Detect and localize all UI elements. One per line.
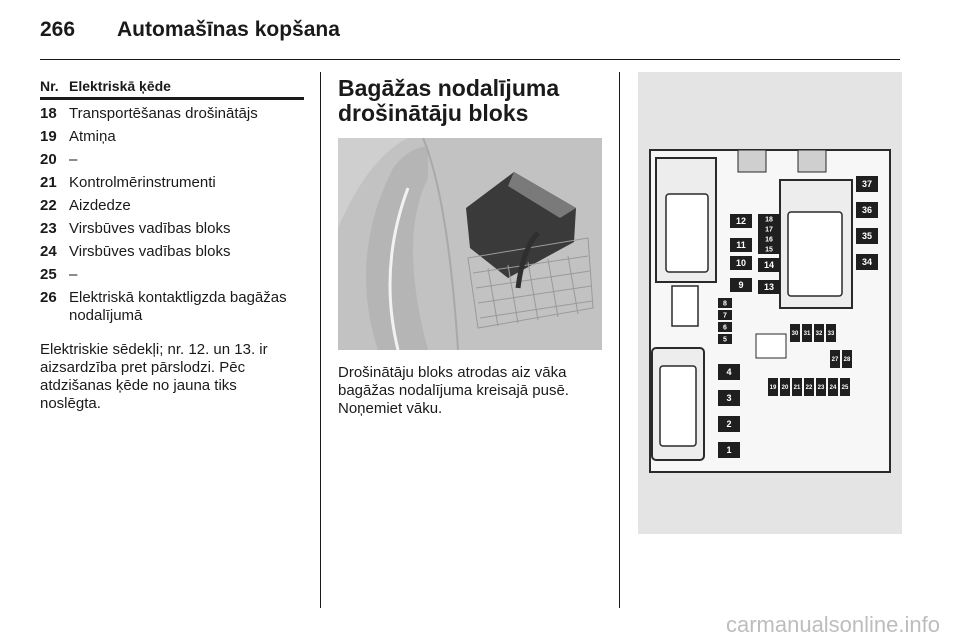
svg-text:12: 12 (735, 216, 747, 227)
fuse-label (780, 378, 790, 396)
fuse-number: 23 (40, 220, 57, 237)
remove-cover-instruction: Noņemiet vāku. (338, 400, 443, 417)
svg-text:35: 35 (861, 231, 873, 242)
svg-text:34: 34 (861, 257, 873, 268)
fuse-label (758, 244, 780, 254)
svg-text:8: 8 (723, 300, 727, 308)
middle-column (338, 76, 604, 418)
svg-text:15: 15 (765, 246, 773, 254)
svg-text:16: 16 (765, 236, 773, 244)
fuse-label (758, 258, 780, 272)
circuit-name: – (69, 151, 78, 168)
fuse-label (856, 228, 878, 244)
svg-text:19: 19 (769, 385, 777, 392)
fuse-label (718, 298, 732, 308)
fuse-label (804, 378, 814, 396)
column-header-circuit: Elektriskā ķēde (69, 78, 171, 94)
circuit-name: Kontrolmērinstrumenti (69, 174, 216, 191)
svg-text:6: 6 (723, 324, 727, 332)
fuse-label (802, 324, 812, 342)
fuse-label (826, 324, 836, 342)
svg-text:27: 27 (831, 357, 839, 364)
header-divider (40, 59, 900, 60)
left-column (40, 78, 304, 413)
fuse-number: 24 (40, 243, 57, 260)
svg-text:1: 1 (726, 445, 732, 456)
fuse-number: 20 (40, 151, 57, 168)
fuse-label (718, 310, 732, 320)
column-header-nr: Nr. (40, 78, 59, 94)
table-row (40, 128, 304, 146)
fuse-label (842, 350, 852, 368)
fuse-label (758, 234, 780, 244)
fuse-label (730, 238, 752, 252)
fuse-box-diagram (638, 72, 902, 534)
page-header (40, 18, 900, 58)
trunk-photo-illustration (338, 138, 602, 350)
table-row (40, 289, 304, 325)
fuse-layout-illustration (638, 72, 902, 534)
fuse-label (814, 324, 824, 342)
fuse-label (730, 214, 752, 228)
svg-text:4: 4 (726, 367, 732, 378)
circuit-name: Virsbūves vadības bloks (69, 220, 231, 237)
fuse-number: 25 (40, 266, 57, 283)
svg-text:32: 32 (815, 331, 823, 338)
svg-text:9: 9 (738, 280, 744, 291)
table-row (40, 266, 304, 284)
circuit-name: Atmiņa (69, 128, 116, 145)
fuse-table-body (40, 105, 304, 325)
fuse-number: 18 (40, 105, 57, 122)
circuit-name: Virsbūves vadības bloks (69, 243, 231, 260)
table-row (40, 197, 304, 215)
fuse-number: 22 (40, 197, 57, 214)
svg-text:33: 33 (827, 331, 835, 338)
svg-text:22: 22 (805, 385, 813, 392)
fuse-label (856, 176, 878, 192)
fuse-number: 19 (40, 128, 57, 145)
fuse-label (758, 224, 780, 234)
fuse-label (718, 334, 732, 344)
table-row (40, 151, 304, 169)
circuit-name: – (69, 266, 78, 283)
svg-text:37: 37 (861, 179, 873, 190)
section-title: Bagāžas nodalījuma drošinātāju bloks (338, 75, 560, 126)
fuse-label (816, 378, 826, 396)
fuse-label (840, 378, 850, 396)
table-row (40, 174, 304, 192)
svg-text:23: 23 (817, 385, 825, 392)
location-text: Drošinātāju bloks atrodas aiz vāka bagāžas nodalījuma kreisajā pusē. (338, 364, 569, 399)
svg-text:10: 10 (735, 258, 747, 269)
fuse-label (856, 254, 878, 270)
fuse-label (828, 378, 838, 396)
watermark: carmanualsonline.info (725, 612, 940, 637)
fuse-label (730, 278, 752, 292)
circuit-name: Aizdedze (69, 197, 131, 214)
table-row (40, 243, 304, 261)
svg-text:25: 25 (841, 385, 849, 392)
circuit-name: Elektriskā kontaktligzda bagāžas nodalījumā (69, 289, 287, 324)
fuse-label (830, 350, 840, 368)
overload-note: Elektriskie sēdekļi; nr. 12. un 13. ir aizsardzība pret pārslodzi. Pēc atdzišanas ķēde no jauna tiks noslēgta. (40, 341, 268, 412)
page-number: 266 (40, 18, 76, 41)
svg-text:14: 14 (763, 260, 775, 271)
fuse-label (718, 322, 732, 332)
svg-text:30: 30 (791, 331, 799, 338)
table-row (40, 220, 304, 238)
fuse-label (718, 364, 740, 380)
fuse-label (758, 280, 780, 294)
fuse-number: 21 (40, 174, 57, 191)
fuse-label (718, 442, 740, 458)
svg-text:11: 11 (736, 240, 746, 251)
circuit-name: Transportēšanas drošinātājs (69, 105, 258, 122)
svg-text:24: 24 (829, 385, 837, 392)
fuse-label (856, 202, 878, 218)
svg-text:17: 17 (765, 226, 773, 234)
column-divider-right (619, 72, 620, 608)
svg-text:21: 21 (793, 385, 801, 392)
svg-text:18: 18 (765, 216, 773, 224)
page-title: Automašīnas kopšana (117, 18, 340, 41)
fuse-label (718, 416, 740, 432)
fuse-label (792, 378, 802, 396)
svg-text:7: 7 (723, 312, 727, 320)
trunk-fuse-cover-photo (338, 138, 602, 350)
svg-text:2: 2 (726, 419, 732, 430)
fuse-label (768, 378, 778, 396)
fuse-label (718, 390, 740, 406)
fuse-label (790, 324, 800, 342)
svg-text:3: 3 (726, 393, 732, 404)
fuse-label (730, 256, 752, 270)
column-divider-left (320, 72, 321, 608)
svg-text:36: 36 (861, 205, 873, 216)
fuse-number: 26 (40, 289, 57, 306)
svg-text:5: 5 (723, 336, 727, 344)
svg-text:13: 13 (763, 282, 775, 293)
svg-text:20: 20 (781, 385, 789, 392)
table-row (40, 105, 304, 123)
svg-text:31: 31 (803, 331, 811, 338)
svg-text:28: 28 (843, 357, 851, 364)
fuse-label (758, 214, 780, 224)
fuse-table-header (40, 78, 304, 100)
